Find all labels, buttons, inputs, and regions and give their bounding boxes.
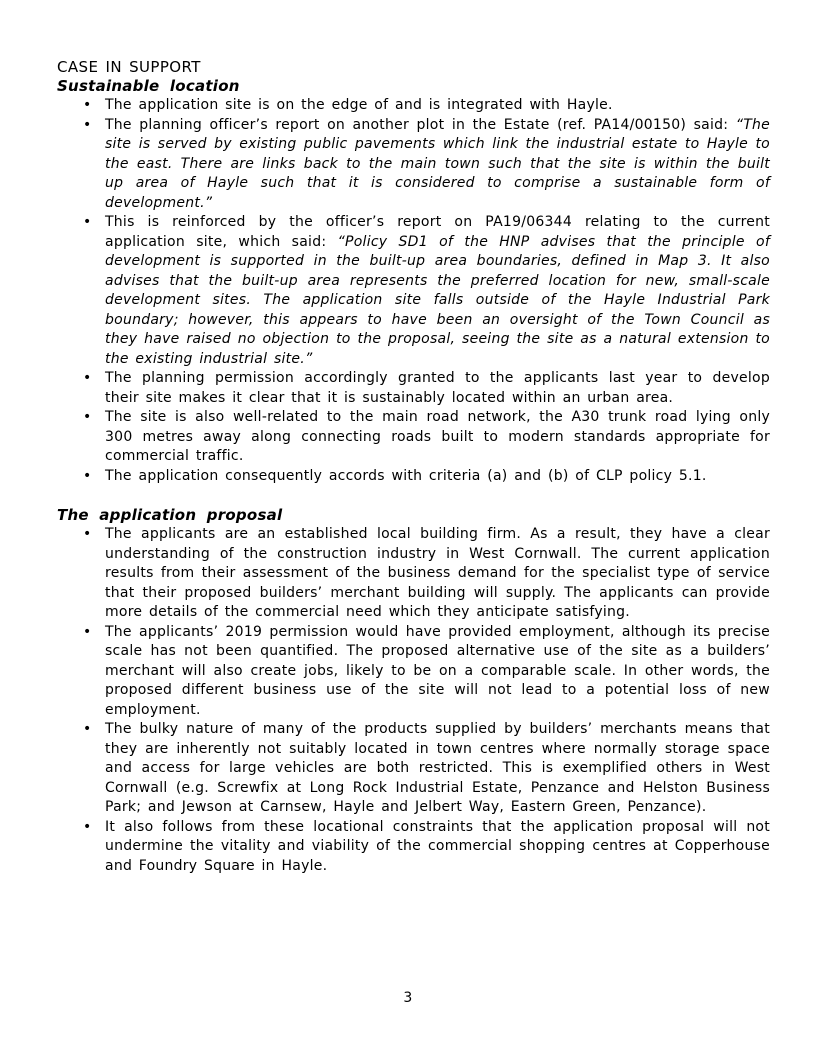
bullet-text: The planning officer’s report on another plot in the Estate (ref. PA14/00150) said: [105, 116, 736, 133]
list-item [57, 467, 770, 487]
page-number: 3 [403, 990, 413, 1006]
quoted-text: “The site is served by existing public pavements which link the industrial estate to Hayle to the east. There are links back to the main town such that the site is within the built up area of Hayle such that it is considered to comprise a sustainable form of development.” [105, 116, 770, 211]
bullet-text: The bulky nature of many of the products supplied by builders’ merchants means that they are inherently not suitably located in town centres where normally storage space and access for large vehicles are both restricted. This is exemplified others in West Cornwall (e.g. Screwfix at Long Rock Industrial Estate, Penzance and Helston Business Park; and Jewson at Carnsew, Hayle and Jelbert Way, Eastern Green, Penzance). [105, 721, 770, 815]
section-heading-sustainable-location: Sustainable location [57, 77, 240, 95]
list-item [57, 408, 770, 467]
bullet-text: The application site is on the edge of and is integrated with Hayle. [105, 97, 613, 113]
section-heading-application-proposal: The application proposal [57, 506, 283, 524]
bullet-text: The applicants are an established local building firm. As a result, they have a clear understanding of the construction industry in West Cornwall. The current application results from their assessment of the business demand for the specialist type of service that their proposed builders’ merchant building will supply. The applicants can provide more details of the commercial need which they anticipate satisfying. [105, 526, 770, 620]
document-content [57, 57, 770, 876]
quoted-text: “Policy SD1 of the HNP advises that the principle of development is supported in the built-up area boundaries, defined in Map 3. It also advises that the built-up area represents the preferred location for new, small-scale development sites. The application site falls outside of the Hayle Industrial Park boundary; however, this appears to have been an oversight of the Town Council as they have raised no objection to the proposal, seeing the site as a natural extension to the existing industrial site.” [105, 233, 771, 367]
list-item [57, 116, 770, 214]
bullet-list-sustainable-location [57, 96, 770, 486]
list-item [57, 96, 770, 116]
bullet-text: The application consequently accords with criteria (a) and (b) of CLP policy 5.1. [105, 467, 707, 484]
bullet-text: This is reinforced by the officer’s report on PA19/06344 relating to the current application site, which said: [105, 214, 770, 250]
page-title: CASE IN SUPPORT [57, 58, 201, 76]
bullet-text: The applicants’ 2019 permission would have provided employment, although its precise scale has not been quantified. The proposed alternative use of the site as a builders’ merchant will also create jobs, likely to be on a comparable scale. In other words, the proposed different business use of the site will not lead to a potential loss of new employment. [105, 623, 770, 718]
bullet-text: The planning permission accordingly granted to the applicants last year to develop their site makes it clear that it is sustainably located within an urban area. [105, 370, 770, 406]
list-item [57, 623, 770, 721]
list-item [57, 213, 770, 369]
bullet-list-application-proposal [57, 525, 770, 876]
list-item [57, 369, 770, 408]
list-item [57, 818, 770, 877]
list-item [57, 525, 770, 623]
bullet-text: It also follows from these locational constraints that the application proposal will not undermine the vitality and viability of the commercial shopping centres at Copperhouse and Foundry Square in Hayle. [105, 818, 770, 874]
list-item [57, 720, 770, 818]
bullet-text: The site is also well-related to the main road network, the A30 trunk road lying only 300 metres away along connecting roads built to modern standards appropriate for commercial traffic. [105, 409, 770, 464]
